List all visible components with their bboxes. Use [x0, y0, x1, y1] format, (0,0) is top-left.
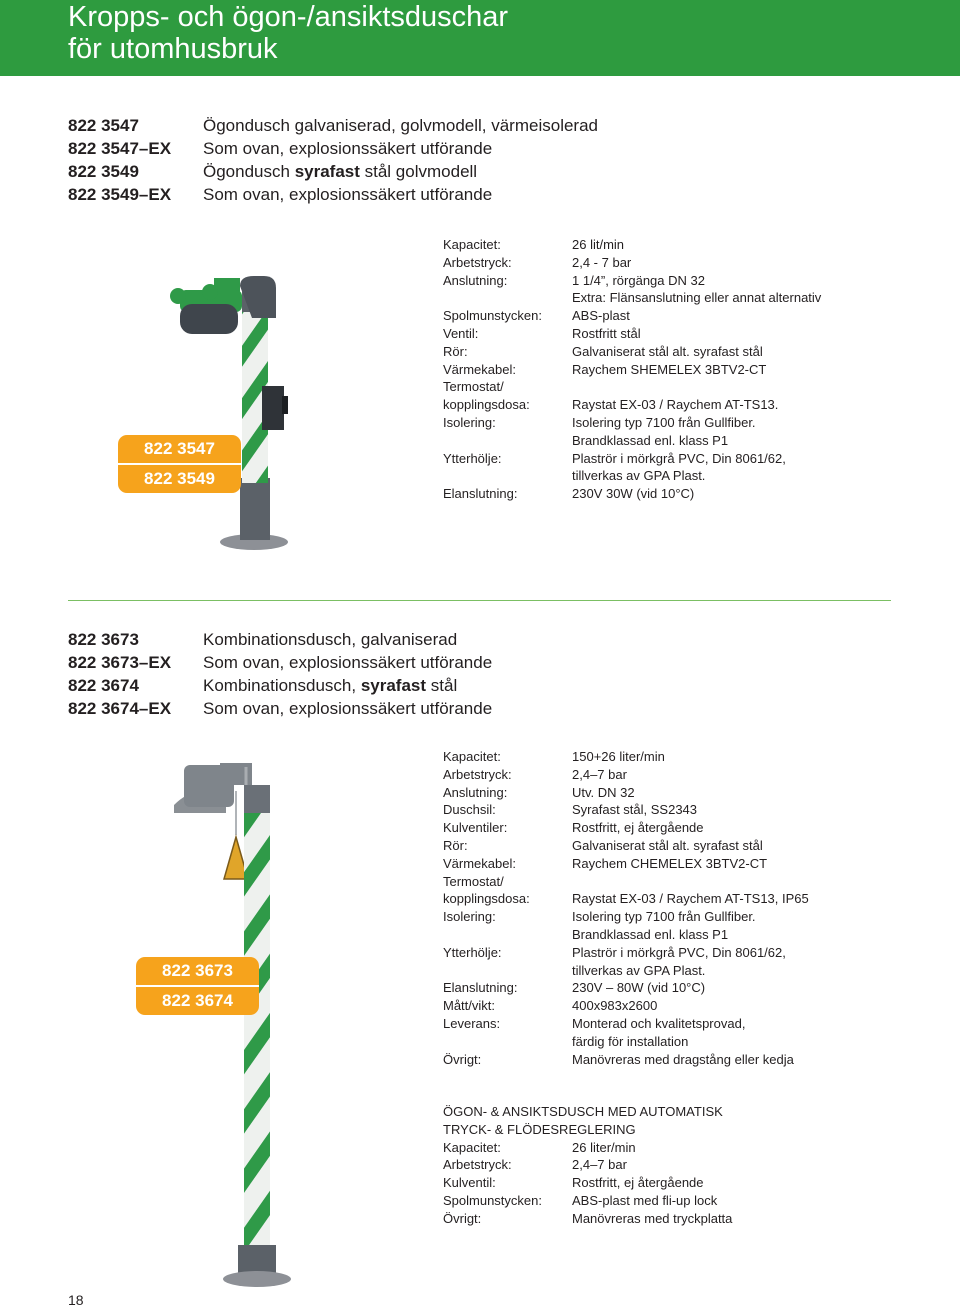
badge-code: 822 3549 [144, 469, 215, 488]
spec-row: Termostat/ [443, 873, 504, 889]
spec-row: Rör: Galvaniserat stål alt. syrafast stål [443, 343, 763, 359]
code-description: Som ovan, explosionssäkert utförande [203, 653, 493, 672]
auto-title-line-1: ÖGON- & ANSIKTSDUSCH MED AUTOMATISK [443, 1104, 723, 1119]
spec-row: Kulventil: Rostfritt, ej återgående [443, 1175, 704, 1191]
page-header [0, 0, 960, 76]
spec-row: Termostat/ [443, 379, 504, 395]
product-badge [136, 957, 259, 1015]
code-row [68, 697, 492, 720]
spec-row: kopplingsdosa: Raystat EX-03 / Raychem AT-TS13. [443, 397, 779, 413]
spec-row: Övrigt: Manövreras med tryckplatta [443, 1210, 733, 1226]
code-row [68, 651, 492, 674]
badge-code: 822 3547 [118, 435, 241, 465]
code-row [68, 114, 598, 137]
section1-specs [443, 236, 821, 503]
spec-row: Värmekabel: Raychem SHEMELEX 3BTV2-CT [443, 361, 767, 377]
code-number: 822 3549–EX [68, 185, 172, 204]
badge-code: 822 3674 [162, 991, 233, 1010]
spec-row: kopplingsdosa: Raystat EX-03 / Raychem AT-TS13, IP65 [443, 891, 809, 907]
spec-row: Ytterhölje: Plaströr i mörkgrå PVC, Din 8061/62, [443, 944, 786, 960]
code-row [68, 137, 598, 160]
spec-row: Brandklassad enl. klass P1 [572, 926, 729, 942]
spec-row: Övrigt: Manövreras med dragstång eller kedja [443, 1051, 794, 1067]
page-number: 18 [68, 1292, 84, 1308]
spec-row: Rör: Galvaniserat stål alt. syrafast stål [443, 837, 763, 853]
code-number: 822 3673 [68, 630, 139, 649]
auto-title-line-2: TRYCK- & FLÖDESREGLERING [443, 1121, 636, 1137]
spec-row: Kulventiler: Rostfritt, ej återgående [443, 820, 704, 836]
spec-row: Duschsil: Syrafast stål, SS2343 [443, 802, 698, 818]
spec-row: färdig för installation [572, 1033, 689, 1049]
code-description: Som ovan, explosionssäkert utförande [203, 699, 493, 718]
spec-row: Kapacitet: 26 lit/min [443, 237, 625, 252]
code-number: 822 3547 [68, 116, 139, 135]
spec-row: Arbetstryck: 2,4–7 bar [443, 1157, 627, 1173]
section-divider [68, 600, 891, 601]
spec-row: Elanslutning: 230V – 80W (vid 10°C) [443, 980, 706, 996]
title-line-2: för utomhusbruk [68, 33, 278, 65]
page-title [68, 0, 508, 65]
title-line-1: Kropps- och ögon-/ansiktsduschar [68, 1, 509, 33]
spec-row: Värmekabel: Raychem CHEMELEX 3BTV2-CT [443, 855, 768, 871]
spec-row: Spolmunstycken: ABS-plast [443, 308, 630, 324]
eye-shower-product-image [150, 268, 310, 558]
automatic-regulation-specs [443, 1103, 732, 1228]
code-number: 822 3674 [68, 676, 139, 695]
code-number: 822 3549 [68, 162, 139, 181]
code-description: Som ovan, explosionssäkert utförande [203, 139, 493, 158]
spec-row: tillverkas av GPA Plast. [572, 468, 706, 484]
spec-row: Brandklassad enl. klass P1 [572, 432, 729, 448]
code-description: Ögondusch syrafast stål golvmodell [203, 162, 478, 181]
code-row [68, 628, 492, 651]
spec-row: Extra: Flänsanslutning eller annat alternativ [572, 290, 822, 306]
section2-codes [68, 628, 492, 720]
code-description: Kombinationsdusch, galvaniserad [203, 630, 458, 649]
code-number: 822 3547–EX [68, 139, 172, 158]
code-number: 822 3674–EX [68, 699, 172, 718]
section2-specs [443, 748, 809, 1068]
code-description: Som ovan, explosionssäkert utförande [203, 185, 493, 204]
spec-row: Leverans: Monterad och kvalitetsprovad, [443, 1015, 746, 1031]
combination-shower-product-image [160, 755, 310, 1295]
spec-row: Elanslutning: 230V 30W (vid 10°C) [443, 486, 695, 502]
spec-row: Kapacitet: 26 liter/min [443, 1139, 636, 1155]
spec-row: Isolering: Isolering typ 7100 från Gullfiber. [443, 414, 756, 430]
spec-row: Arbetstryck: 2,4–7 bar [443, 766, 627, 782]
spec-row: Anslutning: 1 1/4”, rörgänga DN 32 [443, 272, 705, 288]
section1-codes [68, 114, 598, 206]
spec-row: tillverkas av GPA Plast. [572, 962, 706, 978]
code-row [68, 674, 492, 697]
spec-row: Ventil: Rostfritt stål [443, 325, 641, 341]
spec-row: Spolmunstycken: ABS-plast med fli-up lock [443, 1192, 718, 1208]
badge-code: 822 3673 [136, 957, 259, 987]
code-number: 822 3673–EX [68, 653, 172, 672]
code-description: Ögondusch galvaniserad, golvmodell, värmeisolerad [203, 116, 598, 135]
code-description: Kombinationsdusch, syrafast stål [203, 676, 458, 695]
code-row [68, 160, 598, 183]
spec-row: Ytterhölje: Plaströr i mörkgrå PVC, Din 8061/62, [443, 450, 786, 466]
spec-row: Kapacitet: 150+26 liter/min [443, 749, 665, 764]
code-row [68, 183, 598, 206]
spec-row: Mått/vikt: 400x983x2600 [443, 998, 658, 1014]
product-badge [118, 435, 241, 493]
spec-row: Isolering: Isolering typ 7100 från Gullfiber. [443, 909, 756, 925]
spec-row: Anslutning: Utv. DN 32 [443, 784, 635, 800]
spec-row: Arbetstryck: 2,4 - 7 bar [443, 254, 632, 270]
